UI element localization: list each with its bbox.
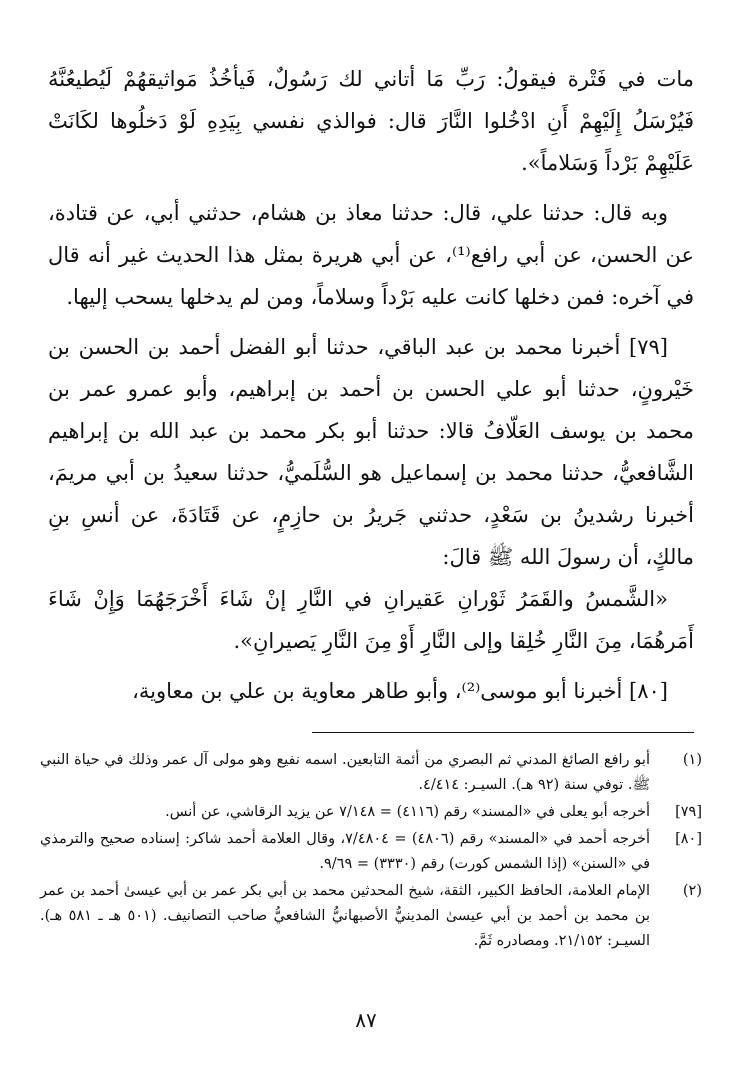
paragraph-80-chain: [٨٠] أخبرنا أبو موسى⁽²⁾، وأبو طاهر معاوية بن علي بن معاوية،	[132, 679, 668, 703]
footnote-text: أخرجه أحمد في «المسند» رقم (٤٨٠٦) = ٧/٤٨٠٤، وقال العلامة أحمد شاكر: إسناده صحيح والترمذي في «السنن» (إذا الشمس كورت) رقم (٣٣٣٠) = ٩/٦٩.	[40, 831, 651, 872]
page-number: ٨٧	[355, 1008, 377, 1032]
footnote-text: أبو رافع الصائغ المدني ثم البصري من أئمة التابعين. اسمه نفيع وهو مولى آل عمر وذلك في حياة النبي ﷺ. توفي سنة (٩٢ هـ). السيـر: ٤/٤١٤.	[40, 752, 650, 793]
footnote-marker: (٢)	[682, 883, 702, 899]
footnote	[40, 879, 702, 954]
footnote-separator	[312, 732, 694, 733]
footnote-marker: (١)	[682, 752, 702, 768]
footnote-marker: [٧٩]	[675, 804, 702, 820]
footnotes	[40, 748, 702, 956]
footnote	[40, 827, 702, 877]
main-text	[48, 58, 694, 712]
paragraph-79-hadith: «الشَّمسُ والقَمَرُ ثَوْرانِ عَقيرانِ في النَّارِ إنْ شَاءَ أَخْرَجَهُمَا وَإِنْ شَاءَ أَمَرهُمَا، مِنَ النَّارِ خُلِقا وإلى النَّارِ أَوْ مِنَ النَّارِ يَصيرانِ».	[48, 587, 694, 653]
paragraph-79-chain: [٧٩] أخبرنا محمد بن عبد الباقي، حدثنا أبو الفضل أحمد بن الحسن بن خَيْرونٍ، حدثنا أبو علي الحسن بن أحمد بن إبراهيم، وأبو عمرو عمر بن محمد بن يوسف العَلّافُ قالا: حدثنا أبو بكر محمد بن عبد الله بن إبراهيم الشَّافعيُّ، حدثنا محمد بن إسماعيل هو السُّلَميُّ، حدثنا سعيدُ بن أبي مريمَ، أخبرنا رشدينُ بن سَعْدٍ، حدثني جَريرُ بن حازِمٍ، عن قَتَادَةَ، عن أنسِ بنِ مالكٍ، أن رسولَ الله ﷺ قالَ:	[48, 335, 694, 569]
paragraph-hadith-end: مات في فَتْرة فيقولُ: رَبِّ مَا أتاني لك رَسُولٌ، فَيأخُذُ مَواثيقهُمْ لَيُطيعُنَّهُ فَيُرْسَلُ إِلَيْهِمْ أَنِ ادْخُلوا النَّارَ قال: فوالذي نفسي بِيَدِهِ لَوْ دَخلُوها لكَانَتْ عَلَيْهِمْ بَرْداً وَسَلاماً».	[48, 67, 694, 175]
footnote	[40, 800, 702, 825]
footnote	[40, 748, 702, 798]
paragraph-second-chain: وبه قال: حدثنا علي، قال: حدثنا معاذ بن هشام، حدثني أبي، عن قتادة، عن الحسن، عن أبي رافع⁽¹⁾، عن أبي هريرة بمثل هذا الحديث غير أنه قال في آخره: فمن دخلها كانت عليه بَرْداً وسلاماً، ومن لم يدخلها يسحب إليها.	[48, 201, 695, 309]
footnote-marker: [٨٠]	[675, 831, 702, 847]
footnote-text: الإمام العلامة، الحافظ الكبير، الثقة، شيخ المحدثين محمد بن أبي بكر عمر بن أبي عيسىٰ أحمد بن عمر بن محمد بن أحمد بن أبي عيسىٰ المدينيُّ الأصبهانيُّ الشافعيُّ صاحب التصانيف. (٥٠١ هـ ـ ٥٨١ هـ). السيـر: ٢١/١٥٢. ومصادره ثَمَّ.	[40, 883, 651, 949]
footnote-text: أخرجه أبو يعلى في «المسند» رقم (٤١١٦) = ٧/١٤٨ عن يزيد الرقاشي، عن أنس.	[165, 804, 650, 820]
